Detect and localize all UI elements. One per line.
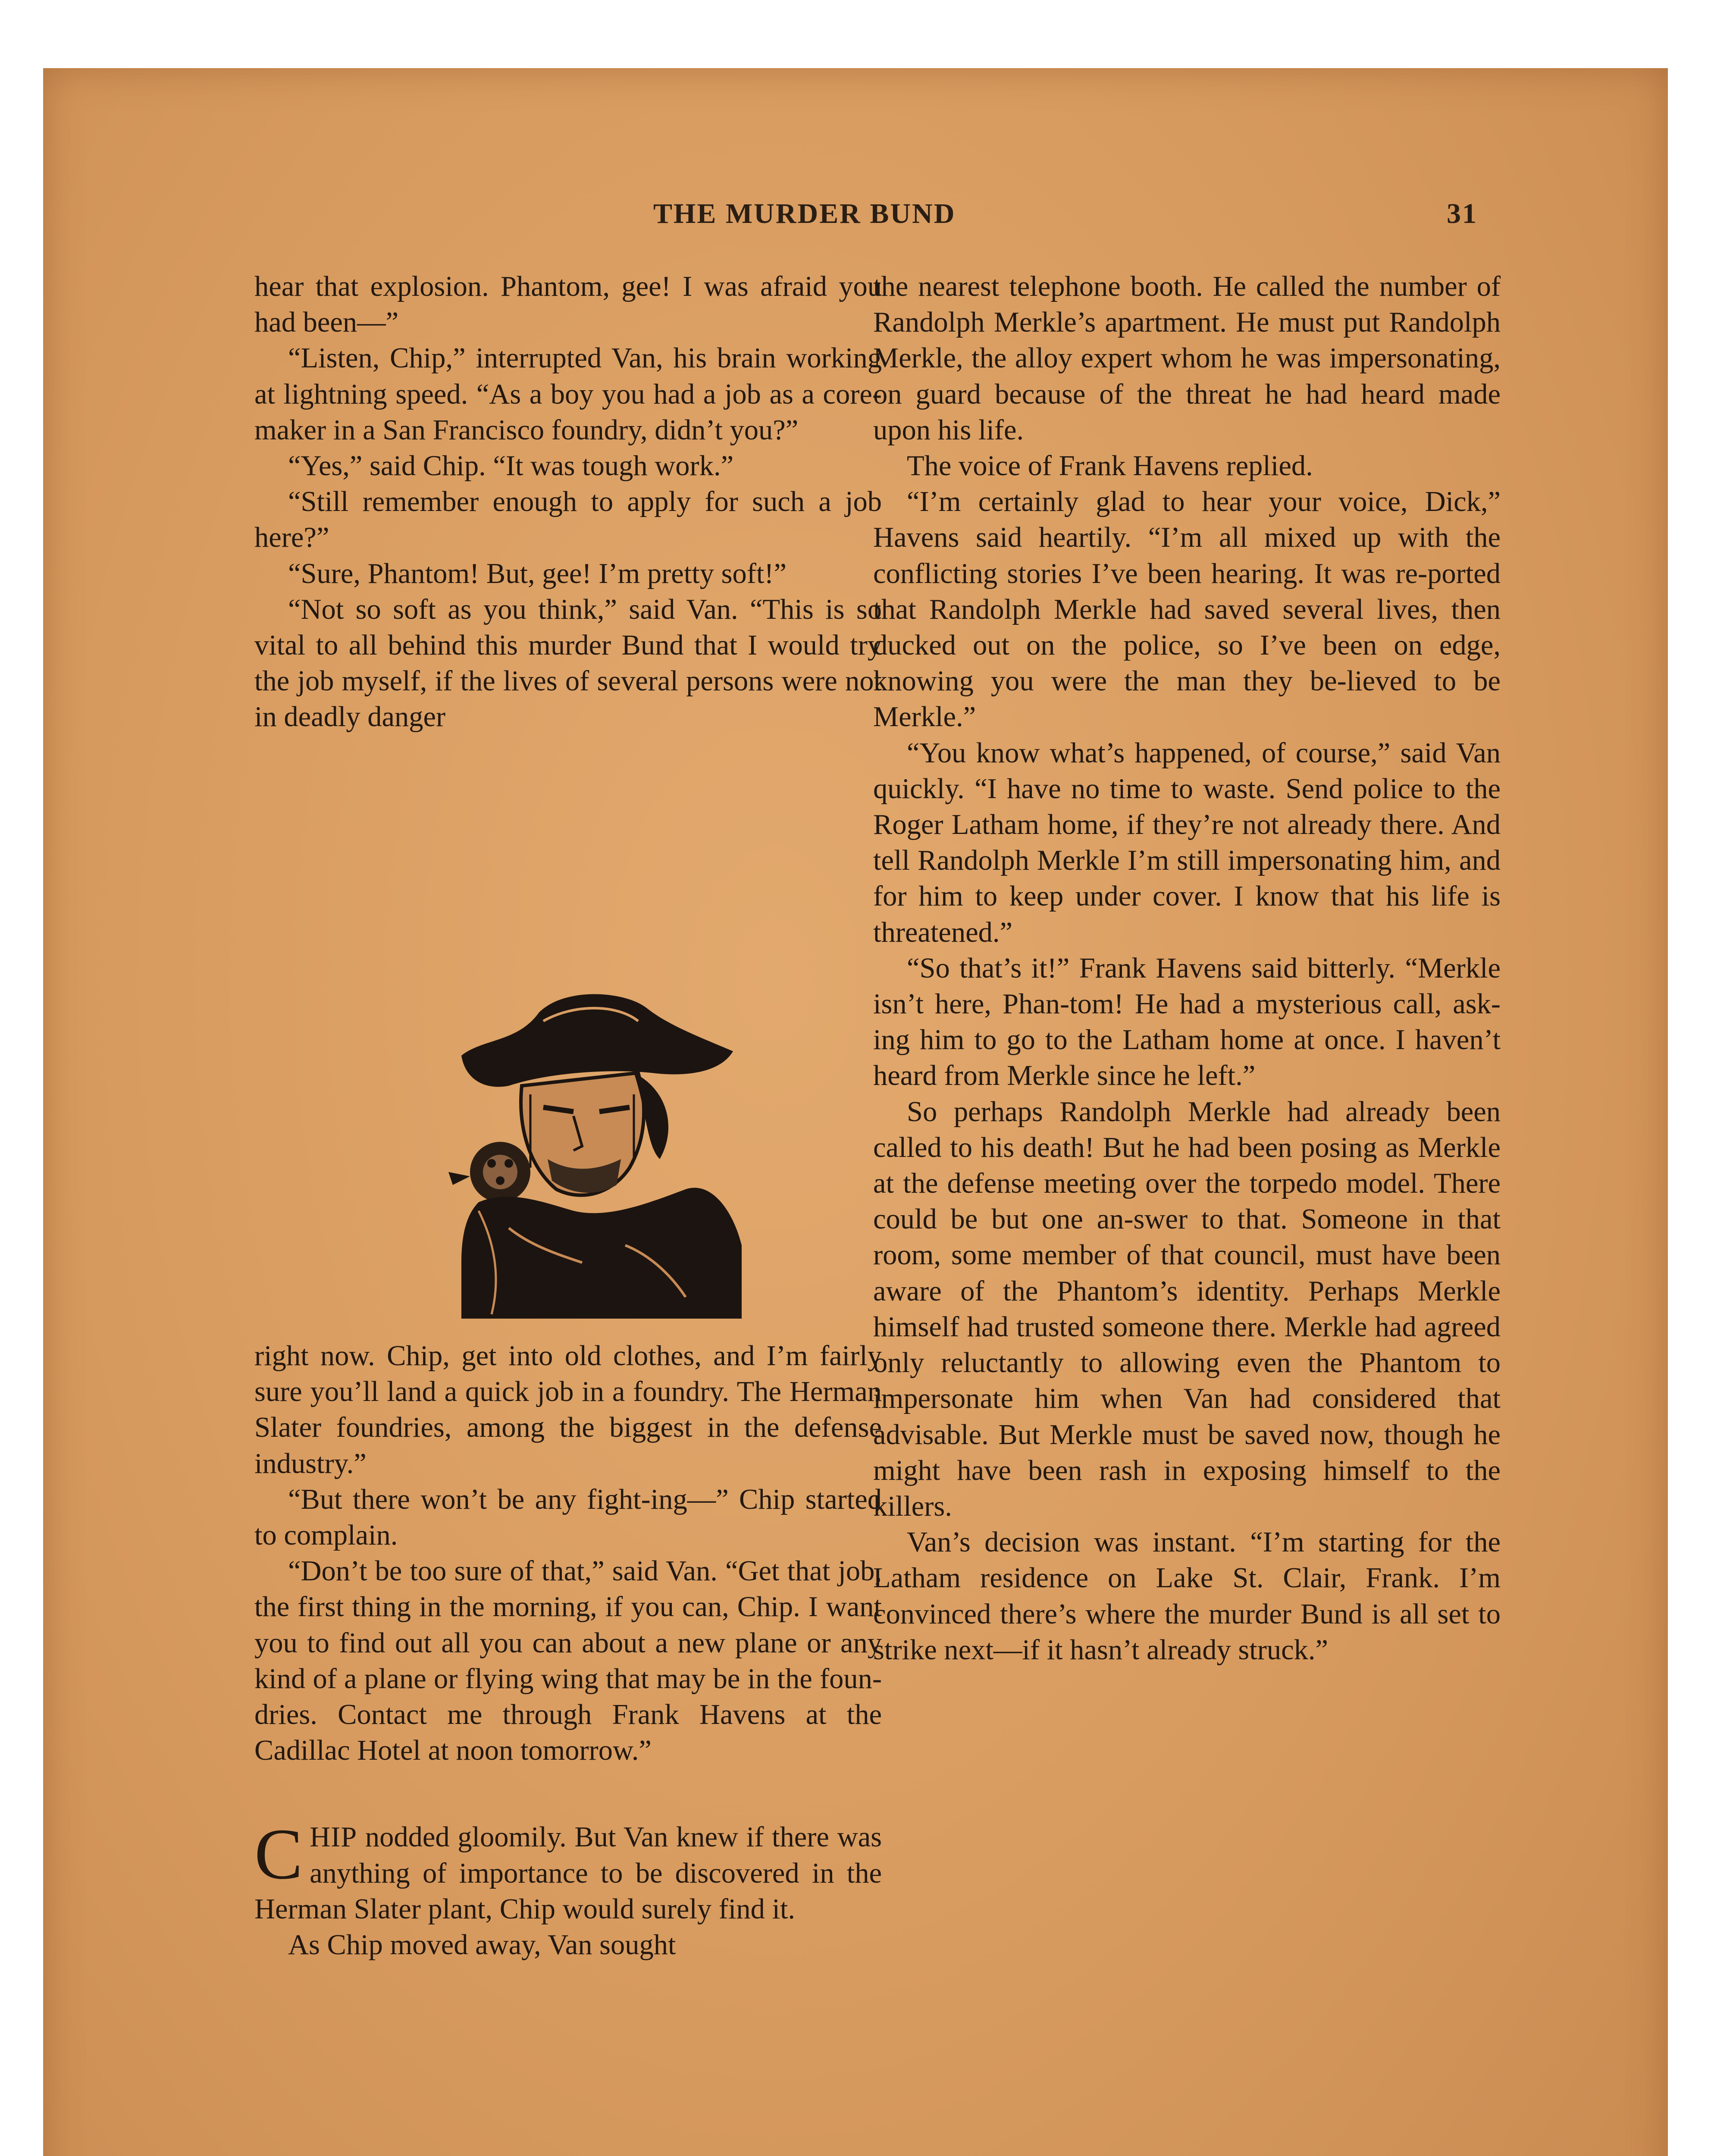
paragraph: “Yes,” said Chip. “It was tough work.” [288,450,734,482]
paragraph: hear that explosion. Phantom, gee! I was afraid you had been—” [254,271,882,338]
paragraph: “You know what’s happened, of course,” said Van quickly. “I have no time to waste. Send police to the Roger Latham home, if they’re not already there. And tell Randolph Merkle I’m still impersonating him, and for him to keep under cover. I know that his life is threatened.” [873,737,1501,948]
page-header [43,197,1668,236]
page-number: 31 [1447,198,1478,229]
running-title: THE MURDER BUND [653,198,956,229]
paragraph: As Chip moved away, Van sought [288,1929,676,1961]
paragraph: “Sure, Phantom! But, gee! I’m pretty soft!” [288,558,787,589]
paragraph: “Listen, Chip,” interrupted Van, his brain working at lightning speed. “As a boy you had a job as a core-maker in a San Francisco foundry, didn’t you?” [254,342,882,446]
first-word: HIP [310,1821,357,1853]
column-left-bottom [254,1338,882,1963]
paragraph: “Don’t be too sure of that,” said Van. “Get that job, the first thing in the morning, if you can, Chip. I want you to find out all you can about a new plane or any kind of a plane or flying wing that may be in the foun-dries. Contact me through Frank Havens at the Cadillac Hotel at noon tomorrow.” [254,1555,882,1767]
paragraph: “I’m certainly glad to hear your voice, Dick,” Havens said heartily. “I’m all mixed up with the conflicting stories I’ve been hearing. It was re-ported that Randolph Merkle had saved several lives, then ducked out on the police, so I’ve been on edge, knowing you were the man they be-lieved to be Merkle.” [873,486,1501,733]
paragraph: “Not so soft as you think,” said Van. “This is so vital to all behind this murder Bund that I would try the job myself, if the lives of several persons were not in deadly danger [254,593,882,733]
paragraph: “Still remember enough to apply for such a job here?” [254,486,882,554]
column-right [873,269,1501,1668]
paragraph: “But there won’t be any fight-ing—” Chip started to complain. [254,1483,882,1551]
paragraph: So perhaps Randolph Merkle had already been called to his death! But he had been posing as Merkle at the defense meeting over the torpedo model. There could be but one an-swer to that. Someone in that room, some member of that council, must have been aware of the Phantom’s identity. Perhaps Merkle himself had trusted someone there. Merkle had agreed only reluctantly to allowing even the Phantom to impersonate him when Van had considered that advisable. But Merkle must be saved now, though he might have been rash in exposing himself to the killers. [873,1096,1501,1522]
section-break [254,1768,882,1819]
book-page [43,68,1668,2156]
section-opening-paragraph [254,1814,882,1927]
paragraph: right now. Chip, get into old clothes, and I’m fairly sure you’ll land a quick job in a foundry. The Herman Slater foundries, among the biggest in the defense industry.” [254,1340,882,1479]
paragraph: the nearest telephone booth. He called the number of Randolph Merkle’s apartment. He must put Randolph Merkle, the alloy expert whom he was impersonating, on guard because of the threat he had heard made upon his life. [873,271,1501,446]
gunman-illustration [444,987,746,1319]
column-left-top [254,269,882,735]
paragraph-text: nodded gloomily. But Van knew if there was anything of importance to be discovered in the Herman Slater plant, Chip would surely find it. [254,1821,882,1925]
paragraph: “So that’s it!” Frank Havens said bitterly. “Merkle isn’t here, Phan-tom! He had a mysterious call, ask-ing him to go to the Latham home at once. I haven’t heard from Merkle since he left.” [873,952,1501,1092]
drop-cap: C [254,1814,303,1895]
paragraph: The voice of Frank Havens replied. [907,450,1313,482]
paragraph: Van’s decision was instant. “I’m starting for the Latham residence on Lake St. Clair, Frank. I’m convinced there’s where the murder Bund is all set to strike next—if it hasn’t already struck.” [873,1526,1501,1666]
